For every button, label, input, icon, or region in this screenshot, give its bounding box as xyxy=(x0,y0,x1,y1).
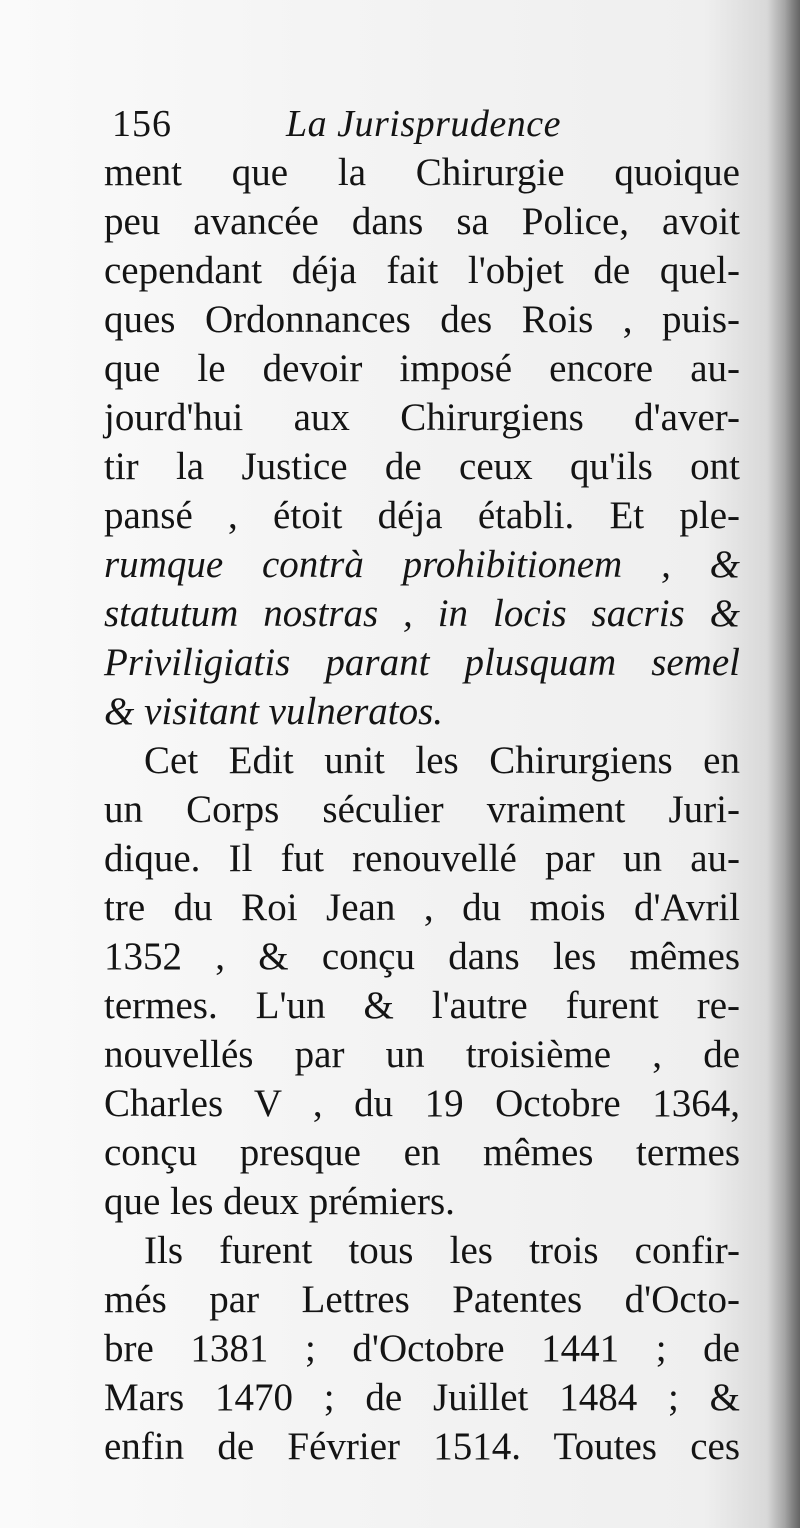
text-line: Charles V , du 19 Octobre 1364, xyxy=(104,1082,740,1125)
page-number: 156 xyxy=(112,103,172,145)
text-line: cependant déja fait l'objet de quel- xyxy=(104,249,740,292)
text-line: enfin de Février 1514. Toutes ces xyxy=(104,1425,740,1468)
text-line: que les deux prémiers. xyxy=(104,1180,455,1223)
text-line: tre du Roi Jean , du mois d'Avril xyxy=(104,886,740,929)
running-head: La Jurisprudence xyxy=(286,103,562,145)
text-line: 1352 , & conçu dans les mêmes xyxy=(104,935,740,978)
latin-quote-line: rumque contrà prohibitionem , & xyxy=(104,543,740,586)
text-line: Mars 1470 ; de Juillet 1484 ; & xyxy=(104,1376,740,1419)
latin-quote-line: & visitant vulneratos. xyxy=(104,690,444,733)
body-text xyxy=(104,148,740,1471)
text-line: pansé , étoit déja établi. Et ple- xyxy=(104,494,740,537)
text-line: termes. L'un & l'autre furent re- xyxy=(104,984,740,1027)
text-line: més par Lettres Patentes d'Octo- xyxy=(104,1278,740,1321)
text-line: nouvellés par un troisième , de xyxy=(104,1033,740,1076)
text-line: bre 1381 ; d'Octobre 1441 ; de xyxy=(104,1327,740,1370)
latin-quote-line: Priviligiatis parant plusquam semel xyxy=(104,641,740,684)
latin-quote-line: statutum nostras , in locis sacris & xyxy=(104,592,740,635)
page-header xyxy=(112,96,632,152)
text-line: peu avancée dans sa Police, avoit xyxy=(104,200,740,243)
text-line: conçu presque en mêmes termes xyxy=(104,1131,740,1174)
text-line: dique. Il fut renouvellé par un au- xyxy=(104,837,740,880)
text-line: jourd'hui aux Chirurgiens d'aver- xyxy=(104,396,740,439)
page-edge-shadow xyxy=(766,0,800,1528)
text-line: ques Ordonnances des Rois , puis- xyxy=(104,298,740,341)
text-line: un Corps séculier vraiment Juri- xyxy=(104,788,740,831)
paragraph-start-line: Ils furent tous les trois confir- xyxy=(144,1229,740,1272)
paragraph-start-line: Cet Edit unit les Chirurgiens en xyxy=(144,739,740,782)
text-line: tir la Justice de ceux qu'ils ont xyxy=(104,445,740,488)
text-line: que le devoir imposé encore au- xyxy=(104,347,740,390)
text-line: ment que la Chirurgie quoique xyxy=(104,151,740,194)
